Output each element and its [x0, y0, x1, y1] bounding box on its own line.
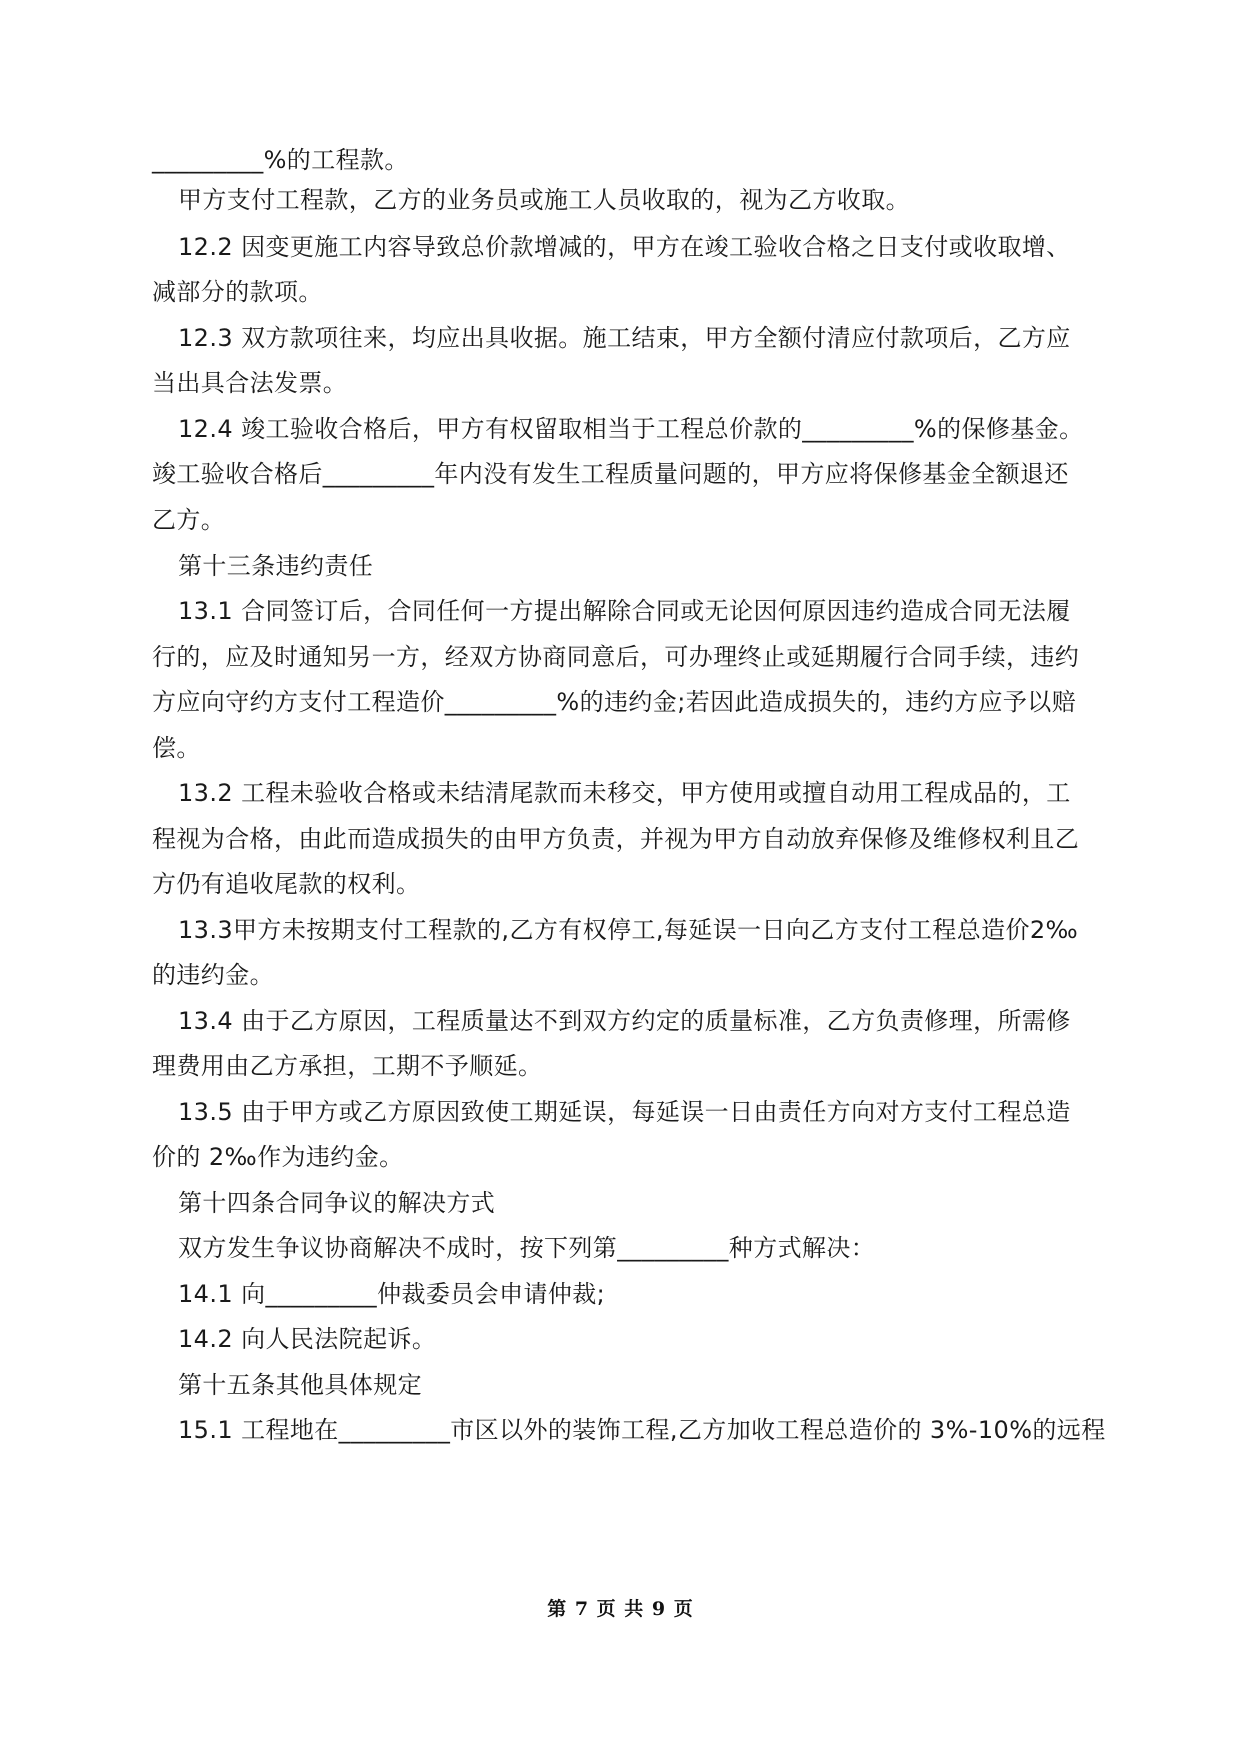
text-line: 12.4 竣工验收合格后，甲方有权留取相当于工程总价款的_________%的保修基金。 — [178, 415, 1084, 443]
text-line: 的违约金。 — [152, 961, 274, 989]
text-line: 减部分的款项。 — [152, 278, 323, 306]
text-line: 14.2 向人民法院起诉。 — [178, 1325, 437, 1353]
text-line: 乙方。 — [152, 506, 226, 534]
text-line: 甲方支付工程款，乙方的业务员或施工人员收取的，视为乙方收取。 — [178, 186, 910, 214]
text-line: 12.2 因变更施工内容导致总价款增减的，甲方在竣工验收合格之日支付或收取增、 — [178, 233, 1071, 261]
text-line: 程视为合格，由此而造成损失的由甲方负责，并视为甲方自动放弃保修及维修权利且乙 — [152, 825, 1080, 853]
text-line: 竣工验收合格后_________年内没有发生工程质量问题的，甲方应将保修基金全额退还 — [152, 460, 1069, 488]
page-number-footer: 第 7 页 共 9 页 — [547, 1598, 694, 1620]
text-line: 13.4 由于乙方原因，工程质量达不到双方约定的质量标准，乙方负责修理，所需修 — [178, 1007, 1071, 1035]
text-line: 13.2 工程未验收合格或未结清尾款而未移交，甲方使用或擅自动用工程成品的，工 — [178, 779, 1071, 807]
text-line: _________%的工程款。 — [152, 146, 409, 174]
text-line: 当出具合法发票。 — [152, 369, 348, 397]
section-heading: 第十五条其他具体规定 — [178, 1371, 422, 1399]
text-line: 14.1 向_________仲裁委员会申请仲裁; — [178, 1280, 606, 1308]
section-heading: 第十三条违约责任 — [178, 552, 374, 580]
text-line: 双方发生争议协商解决不成时，按下列第_________种方式解决： — [178, 1234, 876, 1262]
text-line: 12.3 双方款项往来，均应出具收据。施工结束，甲方全额付清应付款项后，乙方应 — [178, 324, 1071, 352]
text-line: 13.5 由于甲方或乙方原因致使工期延误，每延误一日由责任方向对方支付工程总造 — [178, 1098, 1071, 1126]
text-line: 理费用由乙方承担，工期不予顺延。 — [152, 1052, 543, 1080]
text-line: 13.3甲方未按期支付工程款的,乙方有权停工,每延误一日向乙方支付工程总造价2‰ — [178, 916, 1079, 944]
text-line: 15.1 工程地在_________市区以外的装饰工程,乙方加收工程总造价的 3%-10%的远程 — [178, 1416, 1106, 1444]
text-line: 价的 2‰作为违约金。 — [152, 1143, 404, 1171]
text-line: 行的，应及时通知另一方，经双方协商同意后，可办理终止或延期履行合同手续，违约 — [152, 643, 1080, 671]
text-line: 方应向守约方支付工程造价_________%的违约金;若因此造成损失的，违约方应予以赔 — [152, 688, 1077, 716]
text-line: 方仍有追收尾款的权利。 — [152, 870, 421, 898]
section-heading: 第十四条合同争议的解决方式 — [178, 1189, 496, 1217]
text-line: 偿。 — [152, 734, 201, 762]
text-line: 13.1 合同签订后，合同任何一方提出解除合同或无论因何原因违约造成合同无法履 — [178, 597, 1071, 625]
